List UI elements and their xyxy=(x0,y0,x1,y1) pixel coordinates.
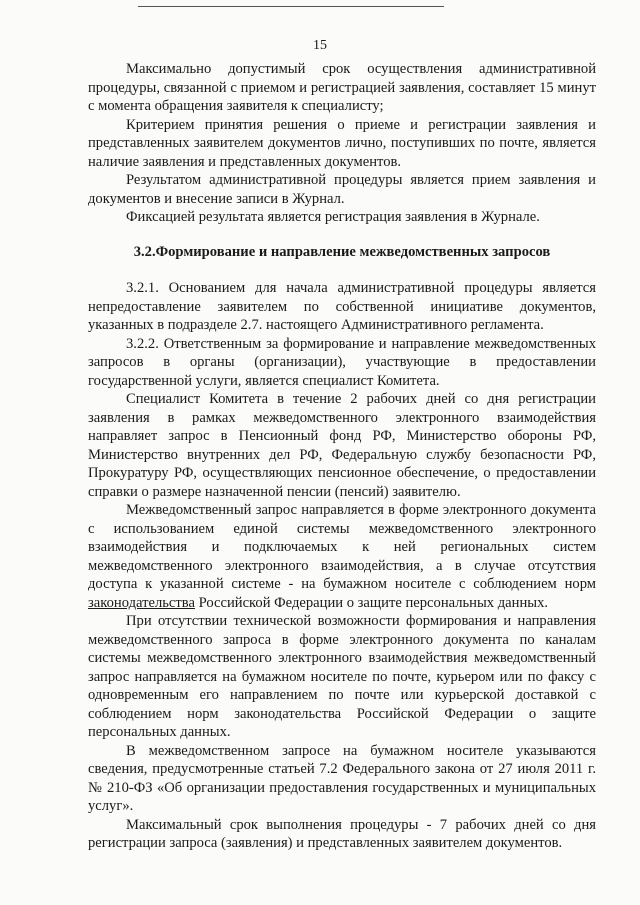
page-number: 15 xyxy=(313,38,327,53)
paragraph: В межведомственном запросе на бумажном носителе указываются сведения, предусмотренные статьей 7.2 Федерального закона от 27 июля 2011 г. № 210-ФЗ «Об организации предоставления государственных и муниципальных услуг». xyxy=(88,742,596,814)
paragraph: Максимальный срок выполнения процедуры - 7 рабочих дней со дня регистрации запроса (заявления) и представленных заявителем документов. xyxy=(88,816,596,851)
document-body xyxy=(88,60,596,853)
paragraph: Фиксацией результата является регистрация заявления в Журнале. xyxy=(126,209,540,225)
paragraph xyxy=(88,501,596,612)
paragraph: 3.2.1. Основанием для начала административной процедуры является непредоставление заявителем по собственной инициативе документов, указанных в подразделе 2.7. настоящего Административного регламента. xyxy=(88,280,596,333)
paragraph: Специалист Комитета в течение 2 рабочих дней со дня регистрации заявления в рамках межведомственного электронного взаимодействия направляет запрос в Пенсионный фонд РФ, Министерство обороны РФ, Министерство внутренних дел РФ, Федеральную службу безопасности РФ, Прокуратуру РФ, осуществляющих пенсионное обеспечение, о предоставлении справки о размере назначенной пенсии (пенсий) заявителю. xyxy=(88,391,596,500)
paragraph: Критерием принятия решения о приеме и регистрации заявления и представленных заявителем документов лично, поступивших по почте, является наличие заявления и представленных документов. xyxy=(88,116,596,170)
paragraph: При отсутствии технической возможности формирования и направления межведомственного запроса в форме электронного документа по каналам системы межведомственного электронного взаимодействия межведомственный запрос направляется на бумажном носителе по почте, курьером или по факсу с одновременным его направлением по почте или курьерской доставкой с соблюдением норм законодательства Российской Федерации о защите персональных данных. xyxy=(88,613,596,740)
paragraph-text: Российской Федерации о защите персональных данных. xyxy=(194,594,549,611)
top-rule xyxy=(138,6,444,7)
section-title: 3.2.Формирование и направление межведомственных запросов xyxy=(133,243,551,260)
paragraph-text: Межведомственный запрос направляется в форме электронного документа с использованием единой системы межведомственного электронного взаимодействия и подключаемых к ней региональных систем межведомственного электронного взаимодействия, а в случае отсутствия доступа к указанной системе - на бумажном носителе с соблюдением норм xyxy=(88,502,596,592)
paragraph: Результатом административной процедуры является прием заявления и документов и внесение записи в Журнал. xyxy=(88,172,596,207)
paragraph: 3.2.2. Ответственным за формирование и направление межведомственных запросов в органы (организации), участвующие в предоставлении государственной услуги, является специалист Комитета. xyxy=(88,335,596,389)
paragraph: Максимально допустимый срок осуществления административной процедуры, связанной с приемом и регистрацией заявления, составляет 15 минут с момента обращения заявителя к специалисту; xyxy=(88,61,596,114)
legislation-link[interactable]: законодательства xyxy=(88,594,195,611)
